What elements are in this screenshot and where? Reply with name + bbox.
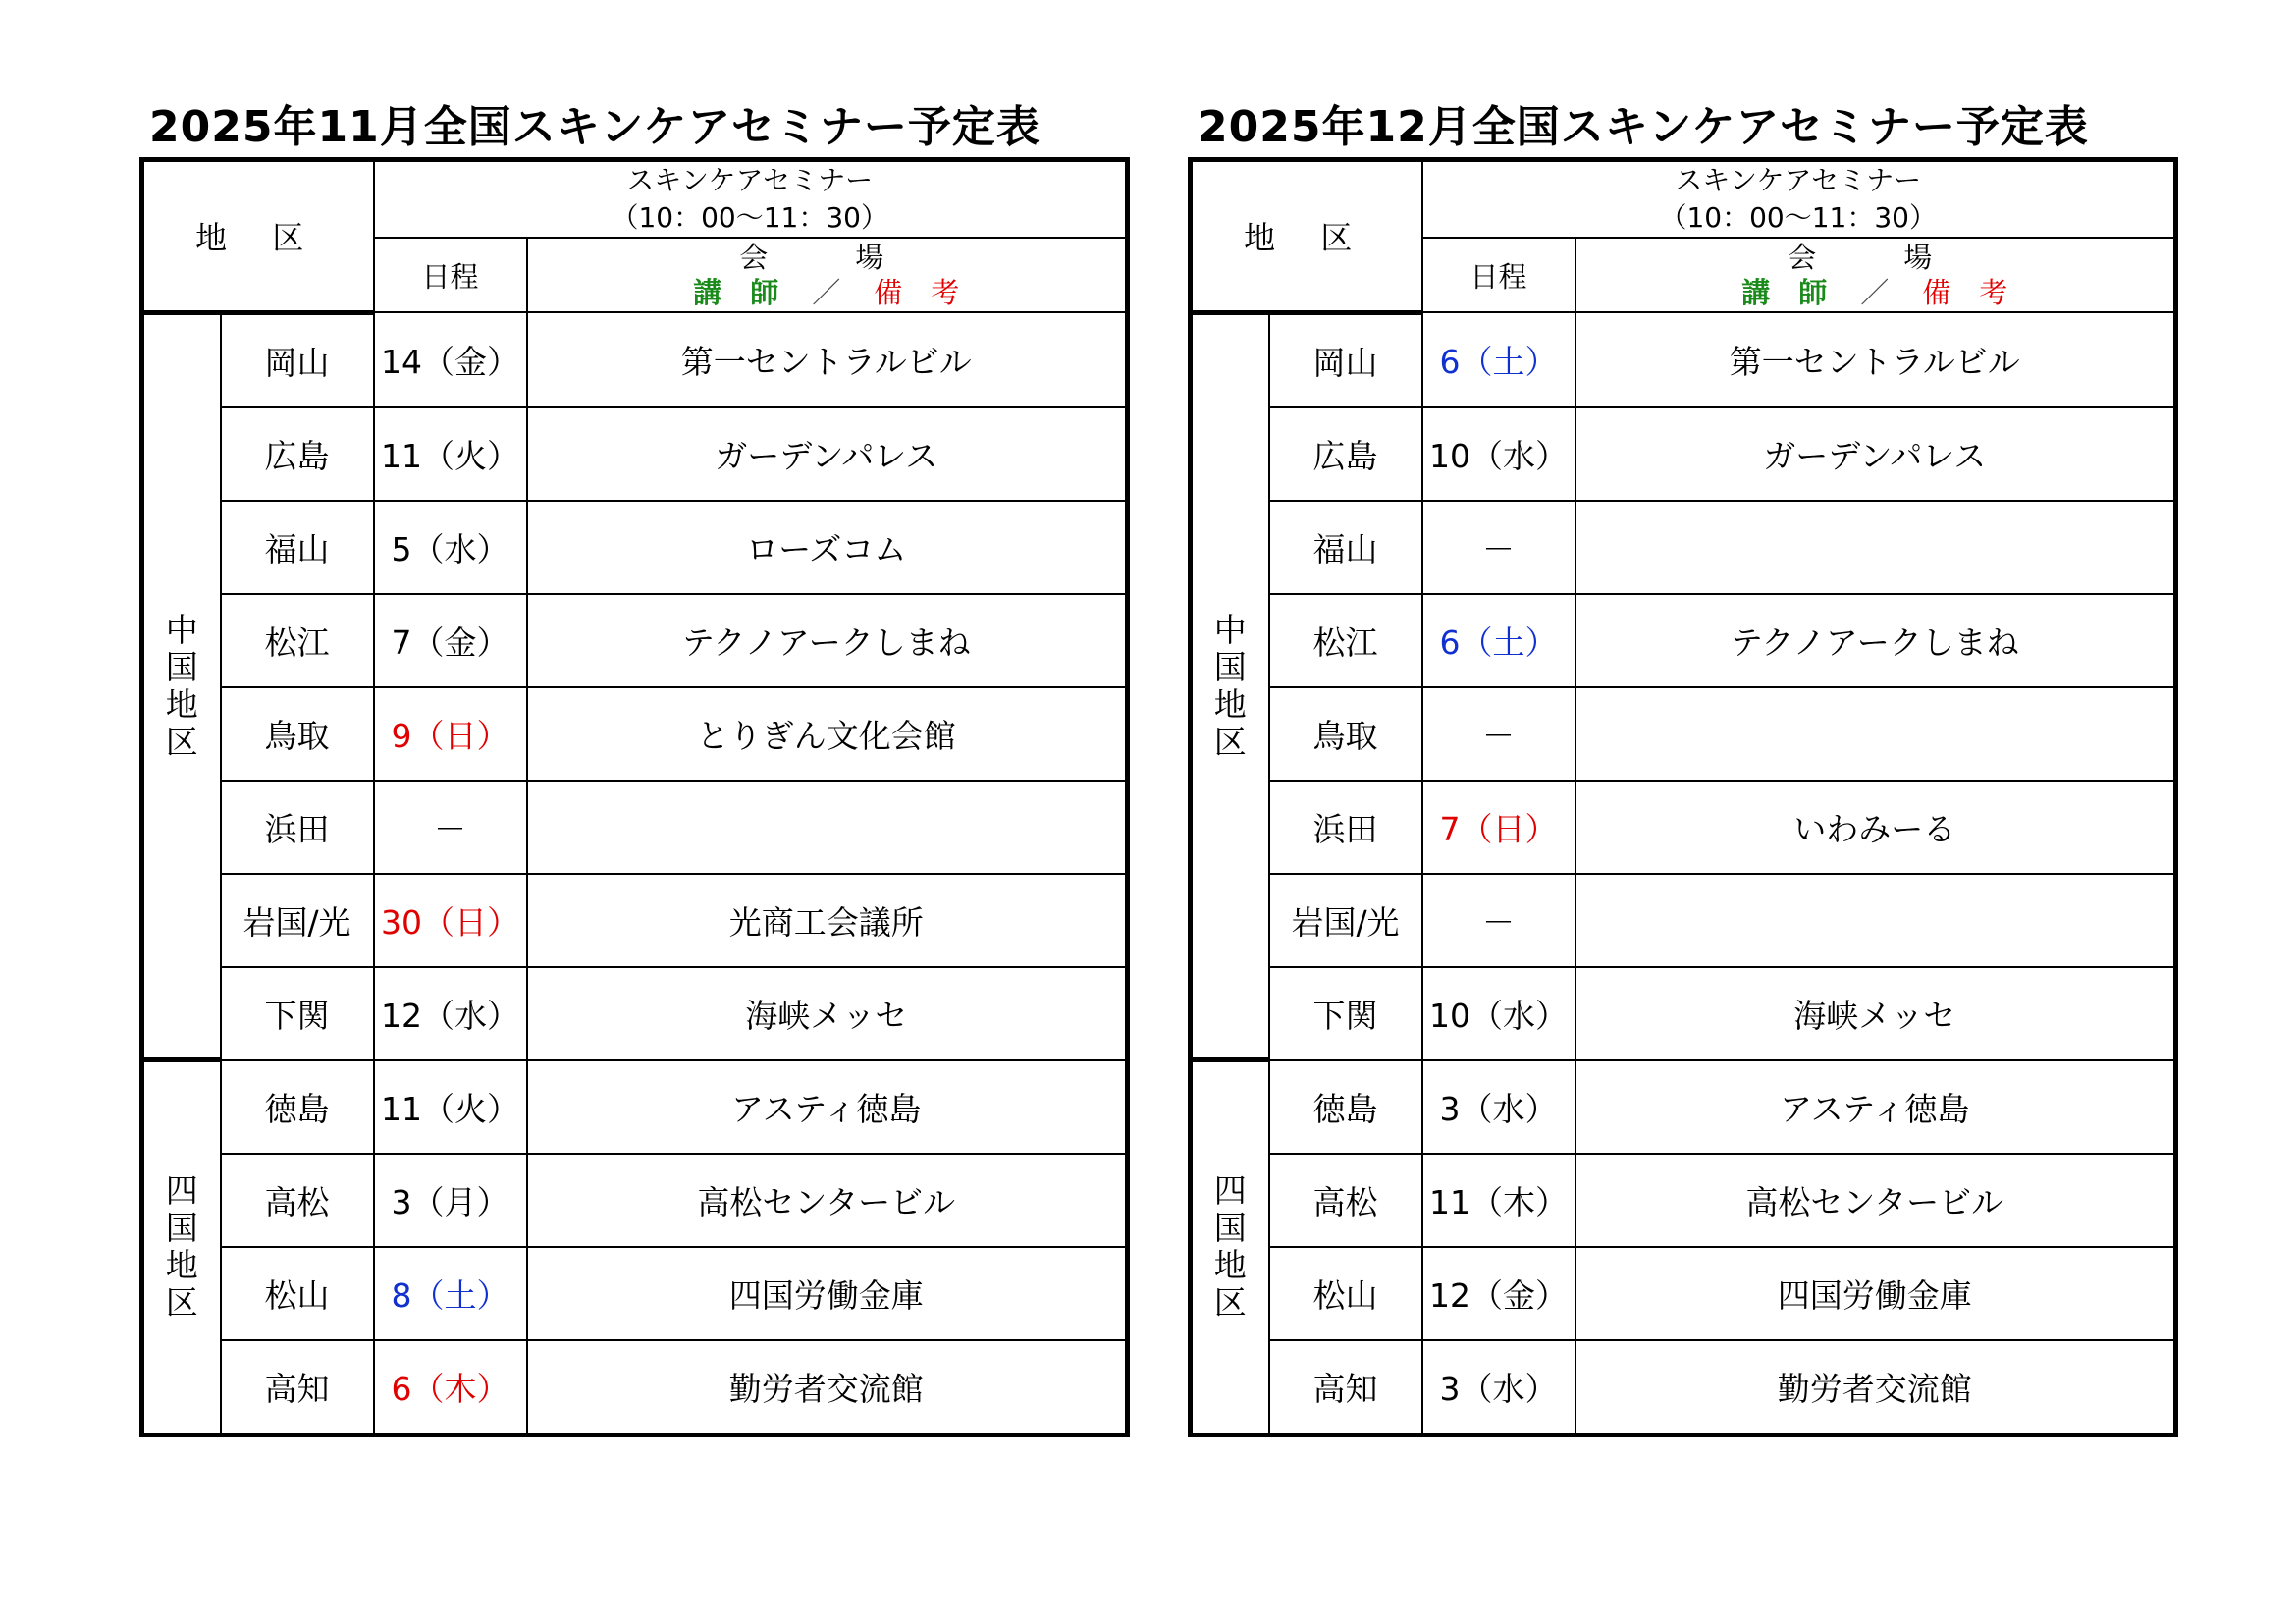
date-cell: 9（日） — [374, 687, 527, 781]
venue-cell: 第一セントラルビル — [1575, 312, 2176, 407]
city-cell: 松江 — [221, 594, 374, 687]
slash-label: ／ — [1860, 276, 1890, 309]
table-row — [142, 1247, 1128, 1340]
table-row — [142, 874, 1128, 967]
date-cell: 14（金） — [374, 312, 527, 407]
venue-cell: アスティ徳島 — [1575, 1060, 2176, 1154]
date-cell: 3（水） — [1422, 1340, 1575, 1435]
venue-cell: テクノアークしまね — [527, 594, 1128, 687]
table-row — [1191, 501, 2176, 594]
city-cell: 広島 — [1269, 407, 1422, 501]
date-cell: 7（日） — [1422, 781, 1575, 874]
seminar-header — [374, 160, 1128, 239]
table-row — [142, 781, 1128, 874]
venue-header — [1575, 238, 2176, 312]
venue-cell — [527, 781, 1128, 874]
area-header: 地 区 — [1191, 160, 1422, 313]
table-row — [1191, 1060, 2176, 1154]
venue-cell: 高松センタービル — [1575, 1154, 2176, 1247]
venue-cell: 勤労者交流館 — [527, 1340, 1128, 1435]
region-char: 地 — [165, 1246, 198, 1285]
region-char: 区 — [1213, 1283, 1247, 1323]
table-row — [142, 501, 1128, 594]
date-cell: 3（水） — [1422, 1060, 1575, 1154]
header-row — [142, 160, 1128, 239]
table-row — [1191, 967, 2176, 1060]
venue-cell: 海峡メッセ — [1575, 967, 2176, 1060]
venue-cell: 四国労働金庫 — [1575, 1247, 2176, 1340]
schedule-table — [1188, 157, 2178, 1437]
venue-cell: ガーデンパレス — [1575, 407, 2176, 501]
date-cell: － — [1422, 687, 1575, 781]
date-cell: － — [1422, 874, 1575, 967]
table-row — [142, 407, 1128, 501]
date-cell: － — [1422, 501, 1575, 594]
region-label — [142, 312, 221, 1060]
date-cell: 3（月） — [374, 1154, 527, 1247]
venue-cell: テクノアークしまね — [1575, 594, 2176, 687]
venue-cell: 第一セントラルビル — [527, 312, 1128, 407]
region-char: 中 — [1213, 610, 1247, 649]
venue-cell: 海峡メッセ — [527, 967, 1128, 1060]
region-char: 国 — [165, 1209, 198, 1248]
city-cell: 松山 — [1269, 1247, 1422, 1340]
city-cell: 高知 — [221, 1340, 374, 1435]
table-row — [142, 967, 1128, 1060]
city-cell: 広島 — [221, 407, 374, 501]
city-cell: 福山 — [221, 501, 374, 594]
lecturer-label: 講 師 — [1741, 276, 1828, 309]
lecturer-label: 講 師 — [693, 276, 779, 309]
venue-cell: 高松センタービル — [527, 1154, 1128, 1247]
region-char: 国 — [1213, 647, 1247, 686]
header-row — [1191, 160, 2176, 239]
city-cell: 福山 — [1269, 501, 1422, 594]
seminar-title: スキンケアセミナー — [626, 164, 874, 196]
city-cell: 徳島 — [221, 1060, 374, 1154]
date-cell: 12（水） — [374, 967, 527, 1060]
date-cell: 30（日） — [374, 874, 527, 967]
date-cell: 6（土） — [1422, 312, 1575, 407]
schedule-title: 2025年12月全国スキンケアセミナー予定表 — [1198, 102, 2089, 152]
city-cell: 徳島 — [1269, 1060, 1422, 1154]
venue-title: 会 場 — [1788, 241, 1962, 274]
city-cell: 高知 — [1269, 1340, 1422, 1435]
date-cell: 6（土） — [1422, 594, 1575, 687]
area-header: 地 区 — [142, 160, 374, 313]
table-row — [1191, 1247, 2176, 1340]
venue-cell: 光商工会議所 — [527, 874, 1128, 967]
venue-subheader — [1576, 275, 2174, 310]
venue-subheader — [528, 275, 1126, 310]
table-row — [1191, 687, 2176, 781]
slash-label: ／ — [812, 276, 841, 309]
region-label — [1191, 312, 1269, 1060]
city-cell: 浜田 — [221, 781, 374, 874]
table-row — [1191, 312, 2176, 407]
table-row — [142, 312, 1128, 407]
city-cell: 松江 — [1269, 594, 1422, 687]
venue-cell: 四国労働金庫 — [527, 1247, 1128, 1340]
city-cell: 鳥取 — [221, 687, 374, 781]
region-label — [142, 1060, 221, 1435]
date-cell: 11（火） — [374, 1060, 527, 1154]
seminar-title: スキンケアセミナー — [1675, 164, 1922, 196]
table-row — [1191, 407, 2176, 501]
city-cell: 下関 — [1269, 967, 1422, 1060]
city-cell: 岡山 — [221, 312, 374, 407]
table-row — [142, 687, 1128, 781]
date-cell: 8（土） — [374, 1247, 527, 1340]
venue-header — [527, 238, 1128, 312]
date-cell: 5（水） — [374, 501, 527, 594]
region-char: 地 — [165, 684, 198, 724]
city-cell: 下関 — [221, 967, 374, 1060]
venue-title: 会 場 — [739, 241, 914, 274]
date-cell: 11（木） — [1422, 1154, 1575, 1247]
city-cell: 岩国/光 — [1269, 874, 1422, 967]
region-char: 四 — [165, 1171, 198, 1211]
date-cell: 10（水） — [1422, 407, 1575, 501]
region-char: 区 — [165, 722, 198, 761]
region-char: 区 — [165, 1283, 198, 1323]
region-label — [1191, 1060, 1269, 1435]
venue-cell: ローズコム — [527, 501, 1128, 594]
date-cell: 7（金） — [374, 594, 527, 687]
table-row — [1191, 1154, 2176, 1247]
region-char: 区 — [1213, 722, 1247, 761]
region-char: 国 — [1213, 1209, 1247, 1248]
city-cell: 高松 — [221, 1154, 374, 1247]
date-cell: － — [374, 781, 527, 874]
table-row — [1191, 874, 2176, 967]
city-cell: 松山 — [221, 1247, 374, 1340]
city-cell: 岡山 — [1269, 312, 1422, 407]
venue-cell: 勤労者交流館 — [1575, 1340, 2176, 1435]
table-row — [1191, 594, 2176, 687]
table-row — [1191, 1340, 2176, 1435]
seminar-time: （10：00～11：30） — [611, 201, 889, 234]
date-cell: 6（木） — [374, 1340, 527, 1435]
venue-cell: とりぎん文化会館 — [527, 687, 1128, 781]
date-cell: 10（水） — [1422, 967, 1575, 1060]
region-char: 地 — [1213, 684, 1247, 724]
region-char: 国 — [165, 647, 198, 686]
region-char: 地 — [1213, 1246, 1247, 1285]
table-row — [142, 1060, 1128, 1154]
date-cell: 11（火） — [374, 407, 527, 501]
venue-cell — [1575, 687, 2176, 781]
city-cell: 浜田 — [1269, 781, 1422, 874]
date-cell: 12（金） — [1422, 1247, 1575, 1340]
venue-cell — [1575, 501, 2176, 594]
venue-cell: アスティ徳島 — [527, 1060, 1128, 1154]
city-cell: 鳥取 — [1269, 687, 1422, 781]
date-header: 日程 — [1422, 238, 1575, 312]
city-cell: 岩国/光 — [221, 874, 374, 967]
venue-cell: いわみーる — [1575, 781, 2176, 874]
city-cell: 高松 — [1269, 1154, 1422, 1247]
venue-cell — [1575, 874, 2176, 967]
remarks-label: 備 考 — [1922, 276, 2008, 309]
remarks-label: 備 考 — [874, 276, 960, 309]
table-row — [1191, 781, 2176, 874]
table-row — [142, 1340, 1128, 1435]
region-char: 四 — [1213, 1171, 1247, 1211]
venue-cell: ガーデンパレス — [527, 407, 1128, 501]
schedule-title: 2025年11月全国スキンケアセミナー予定表 — [149, 102, 1041, 152]
seminar-time: （10：00～11：30） — [1659, 201, 1938, 234]
region-char: 中 — [165, 610, 198, 649]
seminar-header — [1422, 160, 2176, 239]
date-header: 日程 — [374, 238, 527, 312]
table-row — [142, 594, 1128, 687]
schedule-table — [139, 157, 1130, 1437]
table-row — [142, 1154, 1128, 1247]
